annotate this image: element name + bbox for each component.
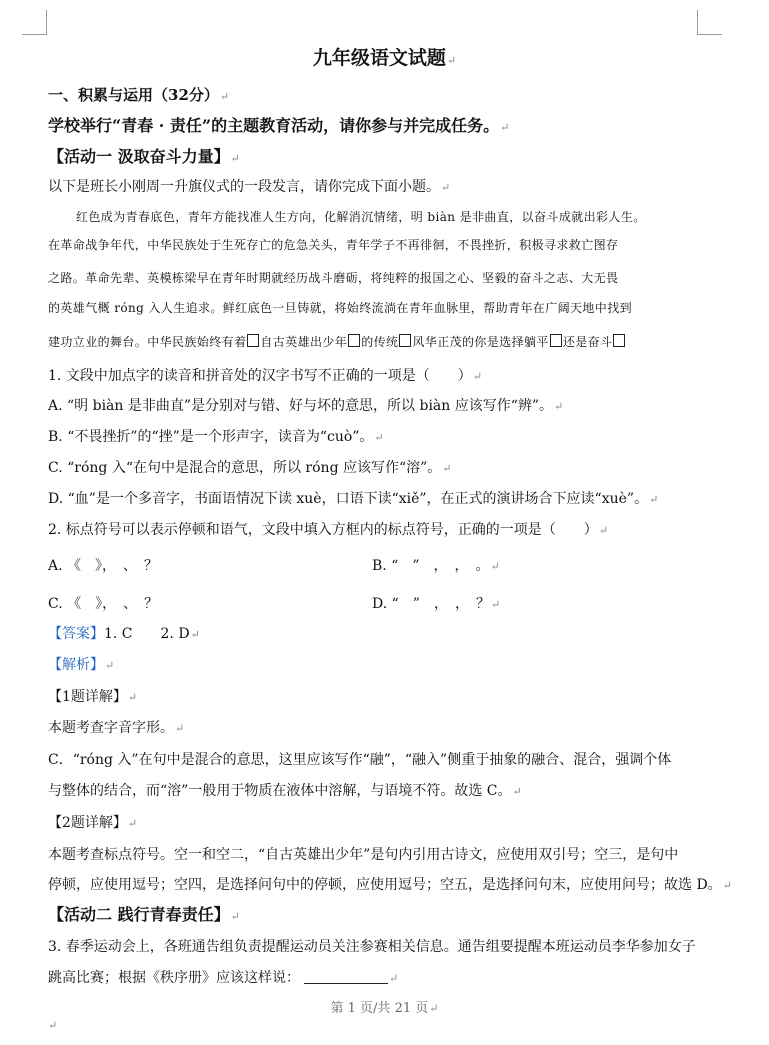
passage-line: 红色成为青春底色，青年方能找准人生方向，化解消沉情绪，明 biàn 是非曲直，以奋斗成就出彩人生。 [76, 210, 646, 224]
answer-blank-line [304, 970, 388, 984]
trailing-paragraph-mark: ↵ [48, 1019, 58, 1032]
crop-mark-top-right [697, 10, 722, 35]
passage-line: 在革命战争年代，中华民族处于生死存亡的危急关头，青年学子不再徘徊，不畏挫折，积极寻求救亡图存 [48, 238, 619, 252]
answer-label: 【答案】 [48, 626, 104, 642]
question-1-option-d: D. “血”是一个多音字，书面语情况下读 xuè，口语下读“xiě”，在正式的演讲场合下应读“xuè”。↵ [48, 491, 659, 507]
question-2-stem: 2. 标点符号可以表示停顿和语气，文段中填入方框内的标点符号，正确的一项是（ ）↵ [48, 522, 609, 538]
punctuation-blank-box [247, 334, 259, 347]
detail-2-text: 停顿，应使用逗号；空四，是选择问句中的停顿，应使用逗号；空五，是选择问句末，应使用问号；故选 D。↵ [48, 877, 732, 893]
activity-two-heading: 【活动二 践行青春责任】↵ [48, 905, 240, 924]
theme-intro: 学校举行“青春 · 责任”的主题教育活动，请你参与并完成任务。↵ [48, 116, 510, 135]
question-2-option-b: B. “ ” ， ， 。↵ [372, 558, 500, 574]
section-heading: 一、积累与运用（32分）↵ [48, 86, 230, 104]
question-1-option-b: B. “不畏挫折”的“挫”是一个形声字，读音为“cuò”。↵ [48, 429, 384, 445]
question-3-stem: 3. 春季运动会上，各班通告组负责提醒运动员关注参赛相关信息。通告组要提醒本班运动员李华参加女子 [48, 939, 696, 955]
answer-line: 【答案】1. C 2. D↵ [48, 626, 200, 642]
detail-2-label: 【2题详解】↵ [48, 815, 138, 831]
punctuation-blank-box [348, 334, 360, 347]
question-3-stem: 跳高比赛；根据《秩序册》应该这样说： ↵ [48, 970, 399, 986]
activity-one-heading: 【活动一 汲取奋斗力量】↵ [48, 147, 240, 166]
question-2-option-d: D. “ ” ， ， ？↵ [372, 596, 501, 612]
question-1-option-c: C. “róng 入“在句中是混合的意思，所以 róng 应该写作“溶”。↵ [48, 460, 452, 476]
detail-1-text: 与整体的结合，而“溶”一般用于物质在液体中溶解，与语境不符。故选 C。↵ [48, 783, 522, 799]
punctuation-blank-box [613, 334, 625, 347]
detail-1-text: C．“róng 入”在句中是混合的意思，这里应该写作“融”，“融入”侧重于抽象的融合、混合，强调个体 [48, 752, 672, 768]
detail-2-text: 本题考查标点符号。空一和空二，“自古英雄出少年”是句内引用古诗文，应使用双引号；空三，是句中 [48, 847, 679, 863]
passage-line: 之路。革命先辈、英模栋梁早在青年时期就经历战斗磨砺，将纯粹的报国之心、坚毅的奋斗之志、大无畏 [48, 271, 619, 285]
question-1-stem: 1. 文段中加点字的读音和拼音处的汉字书写不正确的一项是（ ）↵ [48, 368, 483, 384]
analysis-label: 【解析】↵ [48, 657, 115, 673]
crop-mark-top-left [22, 10, 47, 35]
page-footer: 第 1 页/共 21 页↵ [330, 1001, 439, 1016]
punctuation-blank-box [399, 334, 411, 347]
passage-line: 的英雄气概 róng 入人生追求。鲜红底色一旦铸就，将始终流淌在青年血脉里，帮助青年在广阔天地中找到 [48, 301, 633, 315]
question-1-option-a: A. “明 biàn 是非曲直”是分别对与错、好与坏的意思，所以 biàn 应该写作“辨”。↵ [48, 398, 564, 414]
passage-line-with-blanks: 建功立业的舞台。中华民族始终有着 自古英雄出少年 的传统 风华正茂的你是选择躺平 还是奋斗 [48, 332, 626, 352]
instruction-text: 以下是班长小刚周一升旗仪式的一段发言，请你完成下面小题。↵ [48, 179, 451, 195]
page-title: 九年级语文试题↵ [312, 47, 457, 69]
detail-1-text: 本题考查字音字形。↵ [48, 720, 185, 736]
punctuation-blank-box [550, 334, 562, 347]
question-2-option-c: C. 《 》， 、 ？ [48, 596, 159, 612]
question-2-option-a: A. 《 》， 、 ？ [48, 558, 159, 574]
detail-1-label: 【1题详解】↵ [48, 689, 138, 705]
